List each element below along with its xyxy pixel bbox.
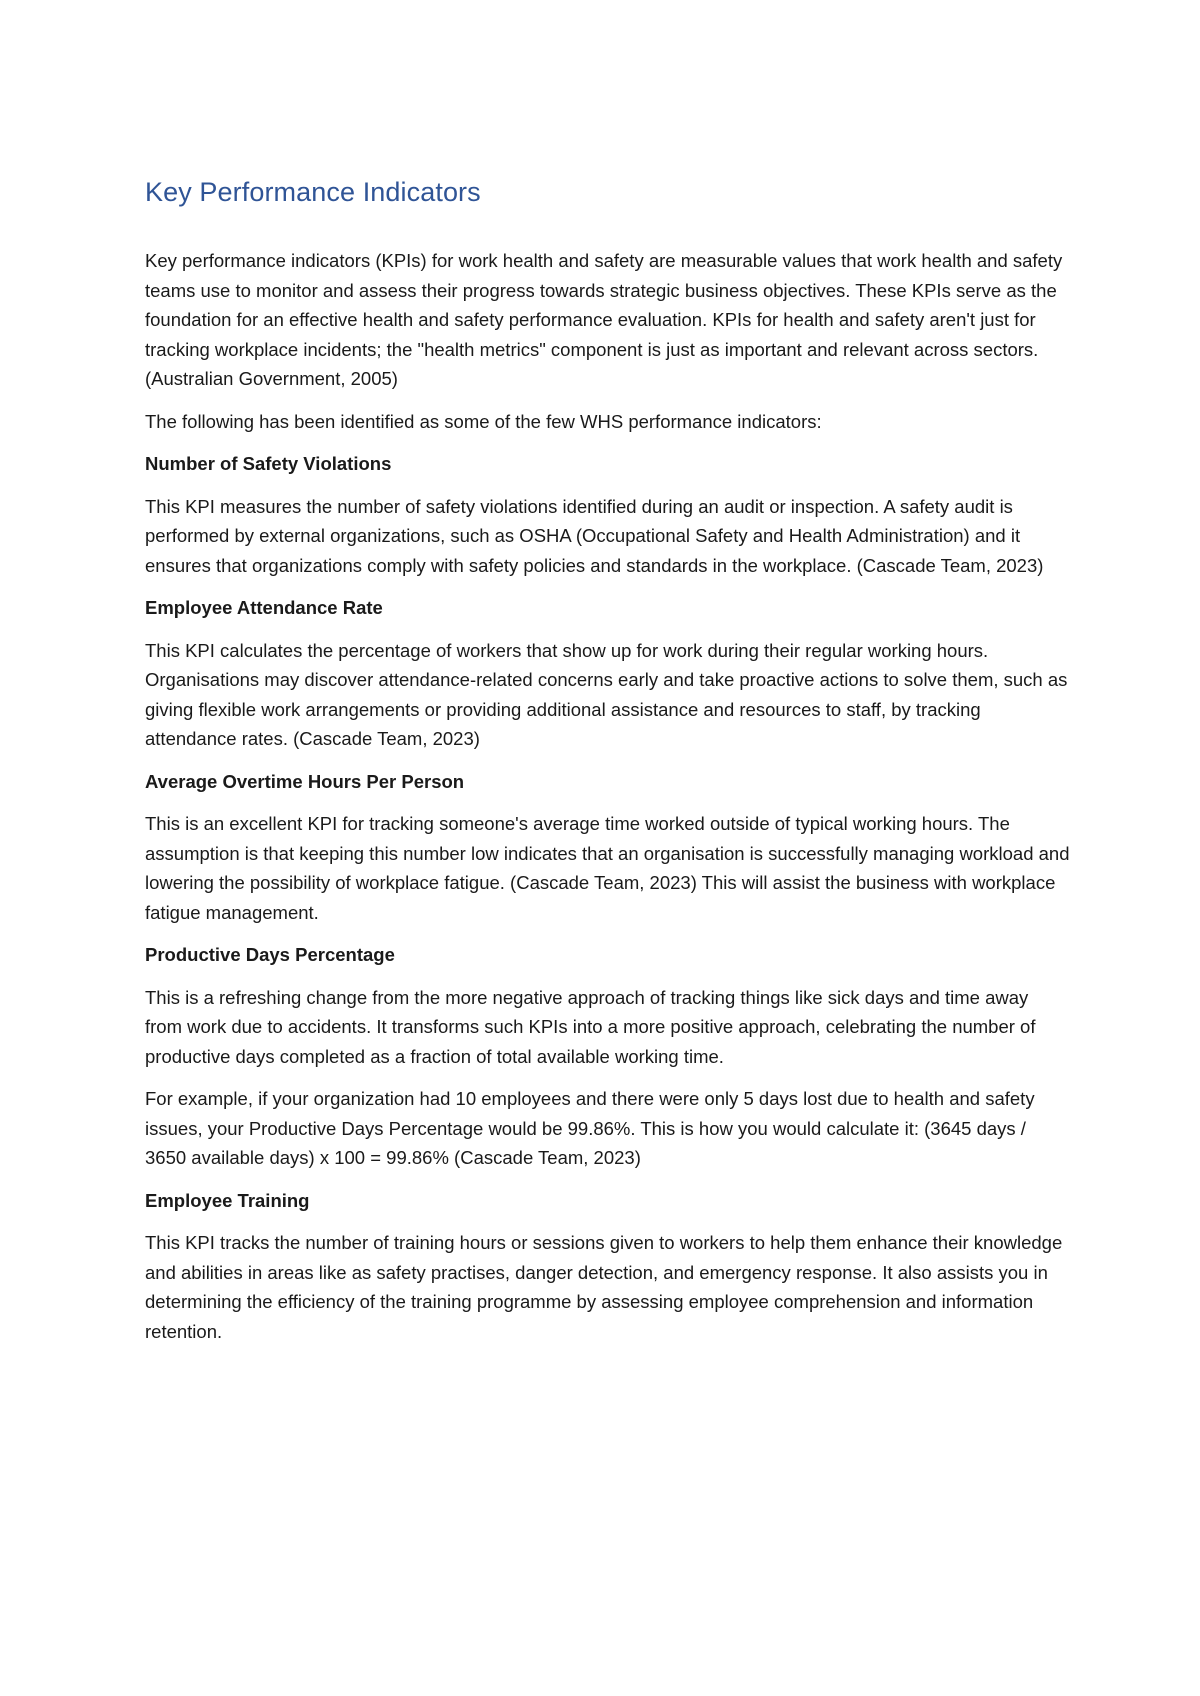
section-heading: Average Overtime Hours Per Person [145, 770, 465, 792]
section-paragraph-example: For example, if your organization had 10 employees and there were only 5 days lost due to health and safety issues, your Productive Days Percentage would be 99.86%. This is how you would calculate it: (3645 days / 3650 available days) x 100 = 99.86% (Cascade Team, 2023) [145, 1088, 1035, 1168]
section-heading: Employee Training [145, 1189, 310, 1211]
page-title: Key Performance Indicators [145, 177, 481, 207]
section-overtime-hours [145, 767, 1070, 928]
section-paragraph: This is an excellent KPI for tracking someone's average time worked outside of typical working hours. The assumption is that keeping this number low indicates that an organisation is successfully managing workload and lowering the possibility of workplace fatigue. (Cascade Team, 2023) This will assist the business with workplace fatigue management. [145, 813, 1070, 923]
section-paragraph: This KPI measures the number of safety violations identified during an audit or inspection. A safety audit is performed by external organizations, such as OSHA (Occupational Safety and Health Administration) and it ensures that organizations comply with safety policies and standards in the workplace. (Cascade Team, 2023) [145, 495, 1044, 576]
section-attendance-rate [145, 593, 1070, 754]
section-heading: Number of Safety Violations [145, 453, 392, 474]
intro-paragraph: Key performance indicators (KPIs) for work health and safety are measurable values that work health and safety teams use to monitor and assess their progress towards strategic business objectives. These KPIs serve as the foundation for an effective health and safety performance evaluation. KPIs for health and safety aren't just for tracking workplace incidents; the "health metrics" component is just as important and relevant across sectors. (Australian Government, 2005) [145, 250, 1063, 389]
section-employee-training [145, 1186, 1070, 1347]
section-safety-violations [145, 449, 1070, 580]
section-heading: Productive Days Percentage [145, 944, 395, 965]
section-paragraph: This KPI calculates the percentage of workers that show up for work during their regular working hours. Organisations may discover attendance-related concerns early and take proactive actions to solve them, such as giving flexible work arrangements or providing additional assistance and resources to staff, by tracking attendance rates. (Cascade Team, 2023) [145, 639, 1068, 749]
section-productive-days [145, 940, 1070, 1173]
section-paragraph: This is a refreshing change from the more negative approach of tracking things like sick days and time away from work due to accidents. It transforms such KPIs into a more positive approach, celebrating the number of productive days completed as a fraction of total available working time. [145, 986, 1036, 1067]
section-heading: Employee Attendance Rate [145, 597, 383, 618]
section-paragraph: This KPI tracks the number of training hours or sessions given to workers to help them enhance their knowledge and abilities in areas like as safety practises, danger detection, and emergency response. It also assists you in determining the efficiency of the training programme by assessing employee comprehension and information retention. [145, 1232, 1063, 1342]
lead-in-paragraph: The following has been identified as some of the few WHS performance indicators: [145, 410, 822, 432]
